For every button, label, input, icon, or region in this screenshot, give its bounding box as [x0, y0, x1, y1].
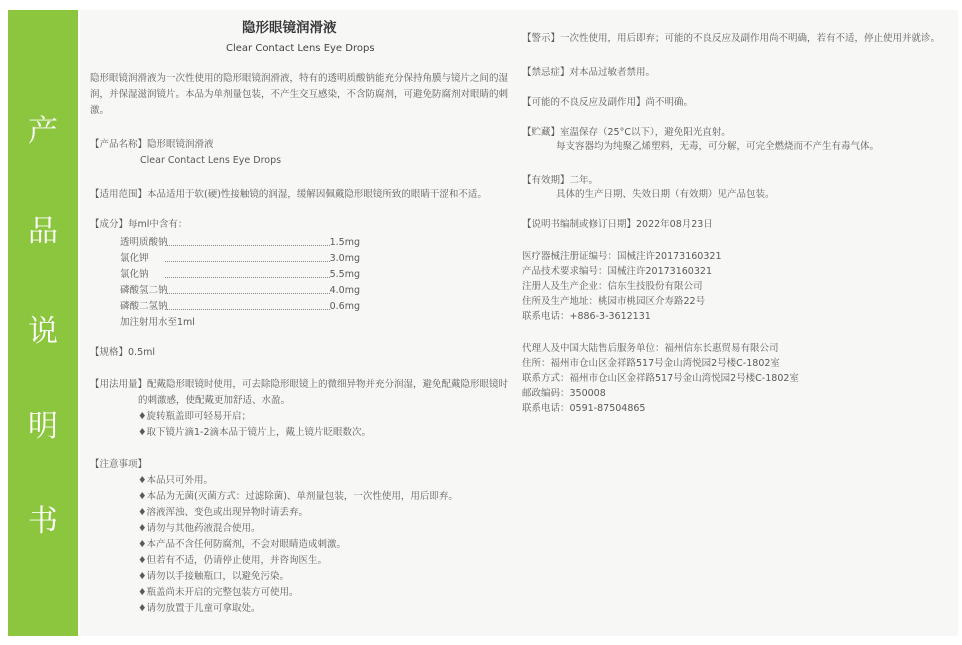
product-name-label: 【产品名称】隐形眼镜润滑液 [90, 139, 214, 150]
sidebar-char: 明 [28, 409, 58, 444]
ingredient-amount: 4.0mg [329, 285, 360, 296]
registration-line: 产品技术要求编号：国械注许20173160321 [522, 266, 712, 277]
intro-line: 激。 [90, 105, 110, 116]
registration-line: 住所及生产地址：桃园市桃园区介寿路22号 [522, 296, 706, 307]
note-item: ♦请勿以手接触瓶口，以避免污染。 [138, 571, 290, 582]
note-item: ♦本产品不含任何防腐剂，不会对眼睛造成刺激。 [138, 539, 347, 550]
ingredient-name: 氯化钾 [120, 253, 149, 264]
ingredient-row [120, 268, 360, 281]
intro-line: 隐形眼镜润滑液为一次性使用的隐形眼镜润滑液，特有的透明质酸钠能充分保持角膜与镜片之间的湿 [90, 73, 509, 84]
ingredient-row [120, 236, 360, 249]
scope-text: 【适用范围】本品适用于软(硬)性接触镜的润湿，缓解因佩戴隐形眼镜所致的眼睛干涩和不适。 [90, 189, 487, 200]
ingredient-name: 磷酸二氢钠 [120, 301, 168, 312]
ingredient-name: 磷酸氢二钠 [120, 285, 168, 296]
usage-step: ♦取下镜片滴1-2滴本品于镜片上，戴上镜片眨眼数次。 [138, 427, 372, 438]
storage-line: 每支容器均为纯聚乙烯塑料，无毒，可分解，可完全燃烧而不产生有毒气体。 [556, 141, 880, 152]
usage-line: 【用法用量】配戴隐形眼镜时使用，可去除隐形眼镜上的微细异物并充分润湿，避免配戴隐形眼镜时 [90, 379, 509, 390]
contraindication-text: 【禁忌症】对本品过敏者禁用。 [522, 67, 656, 78]
usage-step: ♦旋转瓶盖即可轻易开启； [138, 411, 252, 422]
ingredient-amount: 5.5mg [329, 269, 360, 280]
ingredient-amount: 0.6mg [329, 301, 360, 312]
agent-line: 邮政编码：350008 [522, 388, 606, 399]
agent-line: 住所：福州市仓山区金祥路517号金山湾悦园2号楼C-1802室 [522, 358, 780, 369]
agent-line: 代理人及中国大陆售后服务单位：福州信东长惠贸易有限公司 [522, 343, 779, 354]
storage-line: 【贮藏】室温保存（25°C以下），避免阳光直射。 [522, 127, 731, 138]
note-item: ♦请勿与其他药液混合使用。 [138, 523, 261, 534]
registration-line: 注册人及生产企业：信东生技股份有限公司 [522, 281, 703, 292]
validity-line: 具体的生产日期、失效日期（有效期）见产品包装。 [556, 189, 775, 200]
product-name-en: Clear Contact Lens Eye Drops [140, 155, 282, 166]
sidebar-char: 说 [28, 314, 58, 349]
instruction-document [80, 10, 958, 636]
note-item: ♦本品只可外用。 [138, 475, 214, 486]
ingredient-row [120, 252, 360, 265]
side-effects-text: 【可能的不良反应及副作用】尚不明确。 [522, 97, 694, 108]
ingredient-amount: 1.5mg [329, 237, 360, 248]
ingredient-amount: 3.0mg [329, 253, 360, 264]
composition-label: 【成分】每ml中含有： [90, 219, 188, 230]
intro-line: 润，并保湿滋润镜片。本品为单剂量包装，不产生交互感染，不含防腐剂，可避免防腐剂对眼睛的刺 [90, 89, 509, 100]
note-item: ♦但若有不适，仍请停止使用，并咨询医生。 [138, 555, 328, 566]
revision-date: 【说明书编制或修订日期】2022年08月23日 [522, 219, 713, 230]
ingredient-row [120, 284, 360, 297]
composition-water: 加注射用水至1ml [120, 317, 195, 328]
warning-text: 【警示】一次性使用，用后即弃；可能的不良反应及副作用尚不明确，若有不适，停止使用并就诊。 [522, 33, 941, 44]
spec-text: 【规格】0.5ml [90, 347, 156, 358]
agent-line: 联系方式：福州市仓山区金祥路517号金山湾悦园2号楼C-1802室 [522, 373, 799, 384]
sidebar-char: 书 [28, 504, 58, 539]
ingredient-row [120, 300, 360, 313]
sidebar-char: 品 [28, 214, 58, 249]
note-item: ♦本品为无菌(灭菌方式：过滤除菌)、单剂量包装，一次性使用，用后即弃。 [138, 491, 458, 502]
usage-line: 的刺激感，使配戴更加舒适、水盈。 [138, 395, 291, 406]
sidebar-char: 产 [28, 114, 58, 149]
page-title: 隐形眼镜润滑液 [242, 20, 337, 36]
note-item: ♦请勿放置于儿童可拿取处。 [138, 603, 261, 614]
agent-line: 联系电话：0591-87504865 [522, 403, 646, 414]
page-subtitle: Clear Contact Lens Eye Drops [226, 43, 375, 54]
sidebar-banner [8, 10, 78, 636]
notes-label: 【注意事项】 [90, 459, 148, 470]
ingredient-name: 氯化钠 [120, 269, 149, 280]
registration-line: 医疗器械注册证编号：国械注许20173160321 [522, 251, 722, 262]
ingredient-name: 透明质酸钠 [120, 237, 168, 248]
note-item: ♦瓶盖尚未开启的完整包装方可使用。 [138, 587, 299, 598]
note-item: ♦溶液浑浊、变色或出现异物时请丢弃。 [138, 507, 309, 518]
validity-line: 【有效期】二年。 [522, 175, 599, 186]
registration-line: 联系电话：+886-3-3612131 [522, 311, 651, 322]
